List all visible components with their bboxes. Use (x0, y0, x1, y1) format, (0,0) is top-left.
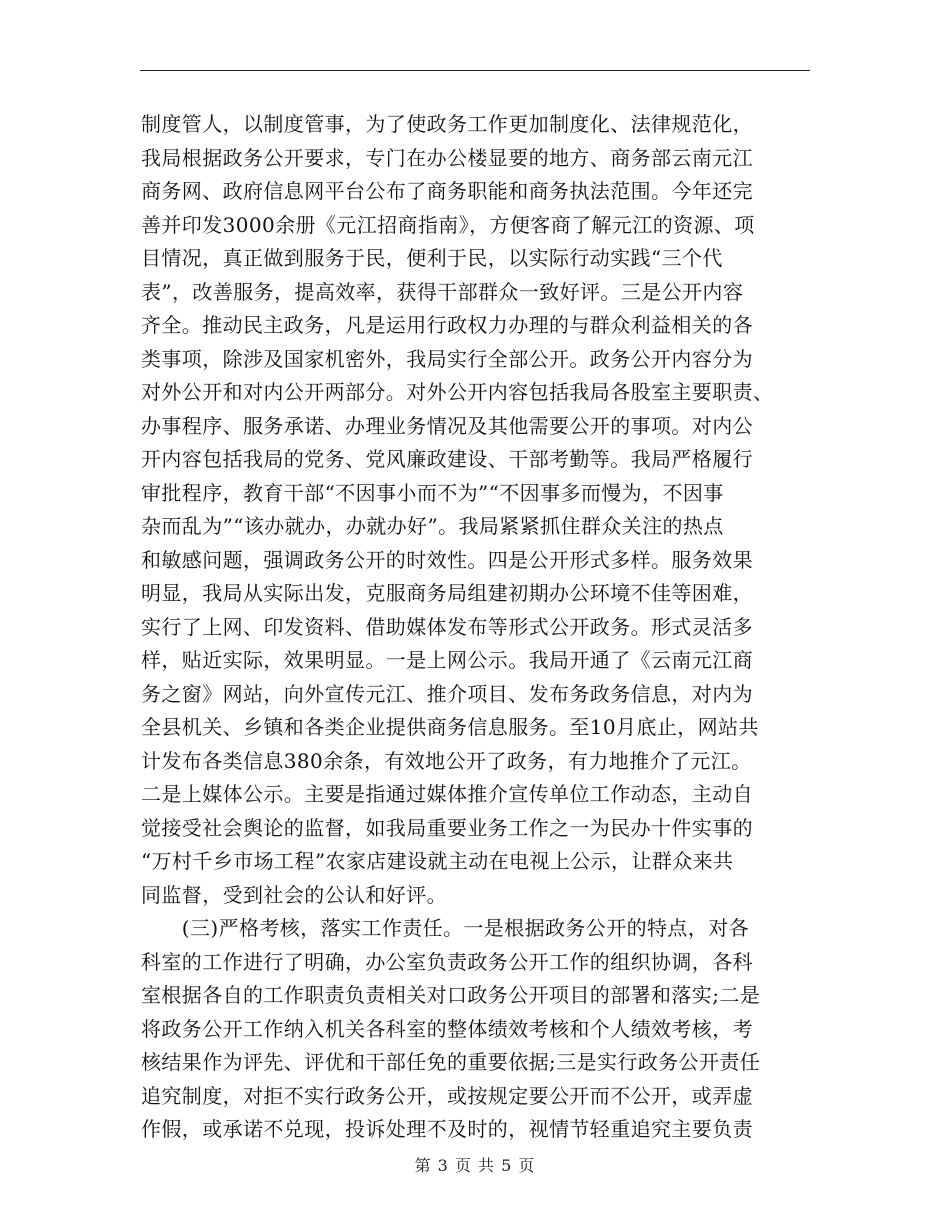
text-line: 二是上媒体公示。主要是指通过媒体推介宣传单位工作动态，主动自 (141, 782, 753, 806)
text-line: 全县机关、乡镇和各类企业提供商务信息服务。至10月底止，网站共 (141, 715, 759, 739)
text-line: 核结果作为评先、评优和干部任免的重要依据;三是实行政务公开责任 (141, 1050, 761, 1074)
text-line: 善并印发3000余册《元江招商指南》，方便客商了解元江的资源、项 (141, 212, 755, 237)
text-line: 对外公开和对内公开两部分。对外公开内容包括我局各股室主要职责、 (141, 380, 774, 404)
text-line: 杂而乱为”“该办就办，办就办好”。我局紧紧抓住群众关注的热点 (141, 514, 724, 538)
text-line: 作假，或承诺不兑现，投诉处理不及时的，视情节轻重追究主要负责 (141, 1117, 753, 1141)
text-line: 制度管人，以制度管事，为了使政务工作更加制度化、法律规范化， (141, 112, 753, 136)
text-line: 务之窗》网站，向外宣传元江、推介项目、发布务政务信息，对内为 (141, 681, 753, 706)
text-line: 开内容包括我局的党务、党风廉政建设、干部考勤等。我局严格履行 (141, 447, 753, 471)
page-number-footer: 第 3 页 共 5 页 (414, 1156, 536, 1175)
text-line: 明显，我局从实际出发，克服商务局组建初期办公环境不佳等困难， (141, 581, 753, 605)
text-line: 觉接受社会舆论的监督，如我局重要业务工作之一为民办十件实事的 (141, 815, 753, 840)
text-line: 审批程序，教育干部“不因事小而不为”“不因事多而慢为，不因事 (141, 480, 724, 505)
text-line: 我局根据政务公开要求，专门在办公楼显要的地方、商务部云南元江 (141, 145, 753, 170)
body-text (141, 108, 821, 1147)
text-line: 类事项，除涉及国家机密外，我局实行全部公开。政务公开内容分为 (141, 346, 753, 371)
text-line: 室根据各自的工作职责负责相关对口政务公开项目的部署和落实;二是 (141, 983, 761, 1007)
text-line: 计发布各类信息380余条，有效地公开了政务，有力地推介了元江。 (141, 748, 752, 773)
header-rule (140, 70, 810, 71)
text-line: 商务网、政府信息网平台公布了商务职能和商务执法范围。今年还完 (141, 179, 753, 203)
text-line: 齐全。推动民主政务，凡是运用行政权力办理的与群众利益相关的各 (141, 313, 753, 337)
text-line: 追究制度，对拒不实行政务公开，或按规定要公开而不公开，或弄虚 (141, 1083, 753, 1108)
text-line: 将政务公开工作纳入机关各科室的整体绩效考核和个人绩效考核，考 (141, 1016, 753, 1041)
text-line: 和敏感问题，强调政务公开的时效性。四是公开形式多样。服务效果 (141, 547, 753, 572)
text-line: 目情况，真正做到服务于民，便利于民，以实际行动实践“三个代 (141, 246, 723, 270)
text-line: 科室的工作进行了明确，办公室负责政务公开工作的组织协调，各科 (141, 949, 753, 974)
text-line: 办事程序、服务承诺、办理业务情况及其他需要公开的事项。对内公 (141, 413, 753, 438)
text-line: (三)严格考核，落实工作责任。一是根据政务公开的特点，对各 (141, 916, 750, 940)
text-line: 同监督，受到社会的公认和好评。 (141, 882, 447, 907)
text-line: 样，贴近实际，效果明显。一是上网公示。我局开通了《云南元江商 (141, 648, 753, 672)
text-line: “万村千乡市场工程”农家店建设就主动在电视上公示，让群众来共 (141, 849, 734, 873)
text-line: 表”，改善服务，提高效率，获得干部群众一致好评。三是公开内容 (141, 279, 744, 304)
text-line: 实行了上网、印发资料、借助媒体发布等形式公开政务。形式灵活多 (141, 614, 753, 639)
